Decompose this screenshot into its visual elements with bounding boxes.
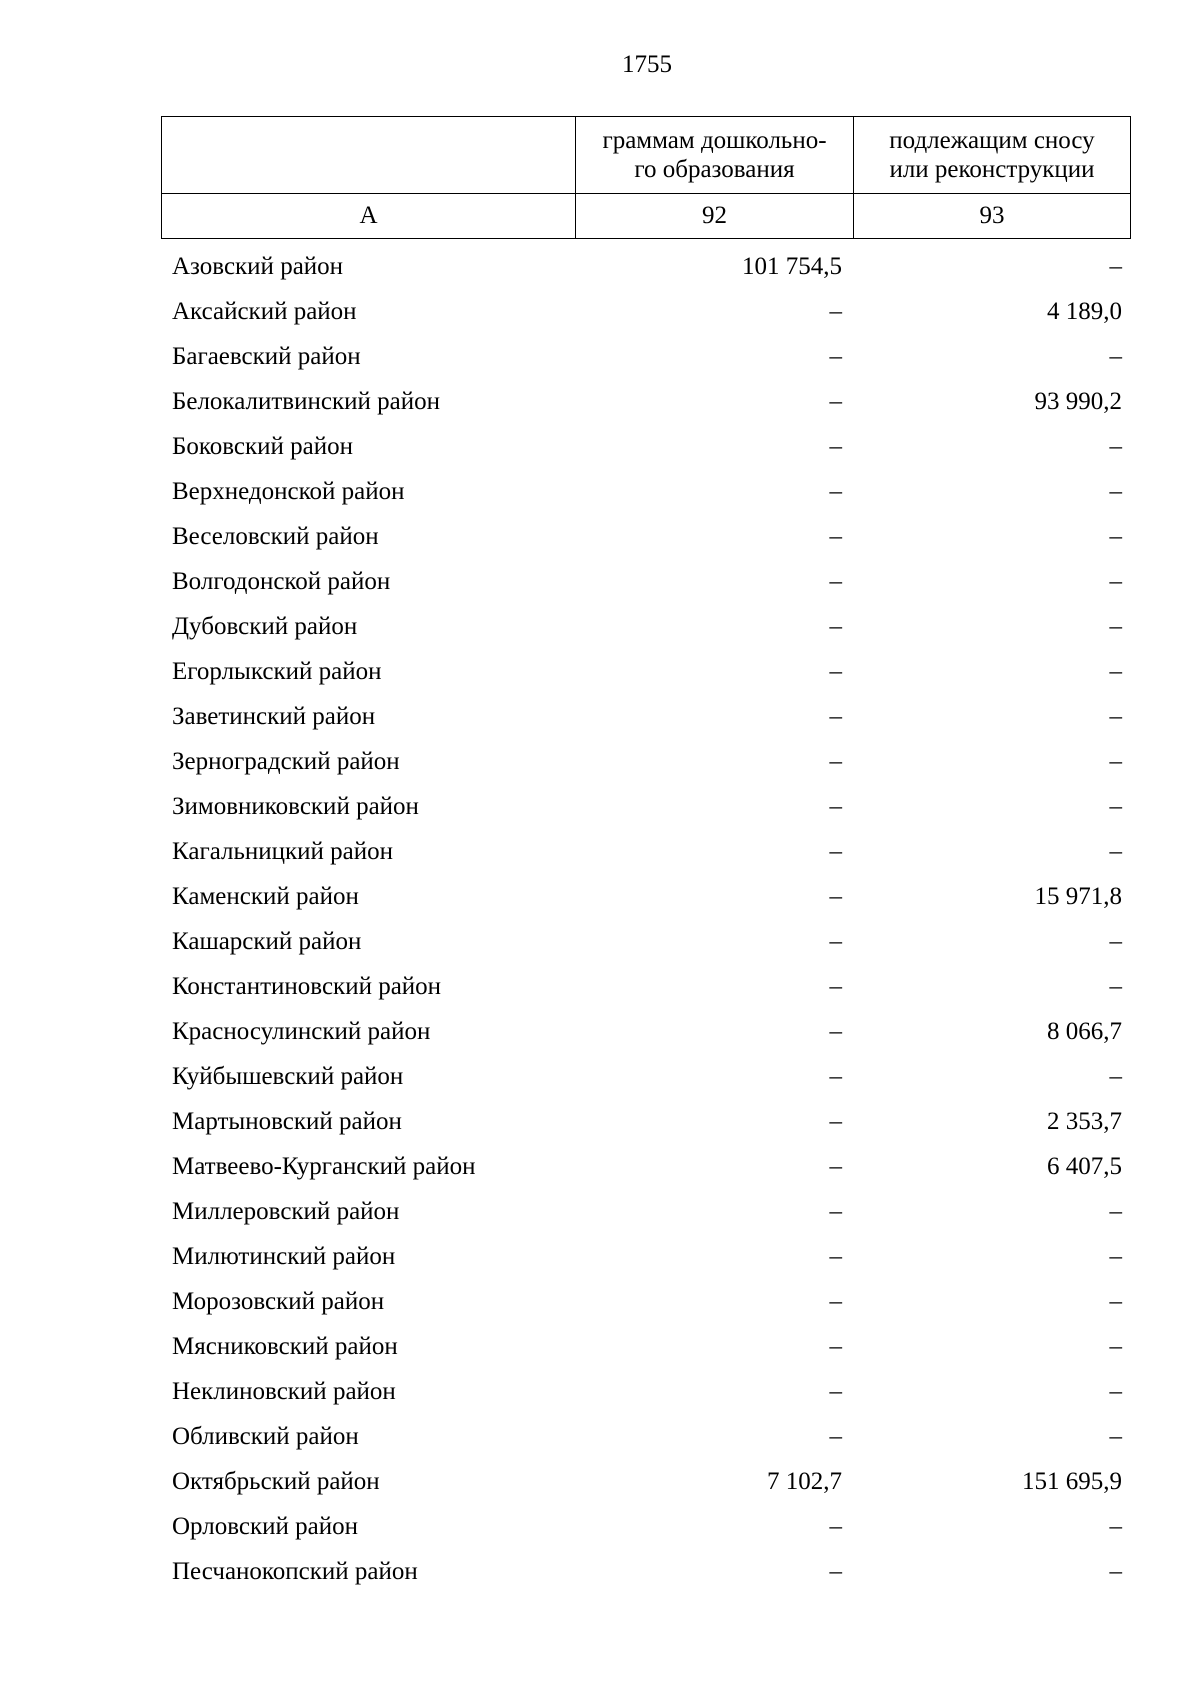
value-col-92: – <box>829 748 842 775</box>
table-row <box>0 559 1200 604</box>
value-col-92: – <box>829 703 842 730</box>
district-name: Красносулинский район <box>172 1018 431 1045</box>
value-col-92: – <box>829 343 842 370</box>
value-col-93: – <box>1109 253 1122 280</box>
header-93-line-1: подлежащим сносу <box>889 127 1095 154</box>
district-name: Морозовский район <box>172 1288 385 1315</box>
value-col-93: 4 189,0 <box>1047 298 1122 325</box>
value-col-92: – <box>829 1423 842 1450</box>
value-col-92: – <box>829 388 842 415</box>
district-name: Константиновский район <box>172 973 442 1000</box>
value-col-93: – <box>1109 343 1122 370</box>
district-name: Орловский район <box>172 1513 358 1540</box>
table-row <box>0 964 1200 1009</box>
header-92-line-1: граммам дошкольно- <box>602 127 827 154</box>
table-row <box>0 1369 1200 1414</box>
header-cell-a <box>162 117 576 194</box>
district-name: Егорлыкский район <box>172 658 382 685</box>
value-col-93: – <box>1109 703 1122 730</box>
value-col-93: – <box>1109 1243 1122 1270</box>
district-name: Куйбышевский район <box>172 1063 404 1090</box>
value-col-93: – <box>1109 838 1122 865</box>
value-col-92: – <box>829 478 842 505</box>
table-row <box>0 424 1200 469</box>
header-cell-92 <box>576 117 854 194</box>
column-number-a: А <box>162 194 576 239</box>
table-row <box>0 919 1200 964</box>
table-row <box>0 1414 1200 1459</box>
value-col-92: – <box>829 1513 842 1540</box>
table-row <box>0 379 1200 424</box>
column-number-93: 93 <box>854 194 1131 239</box>
value-col-93: 15 971,8 <box>1034 883 1122 910</box>
header-93-line-2: или реконструкции <box>889 156 1095 183</box>
district-name: Кагальницкий район <box>172 838 394 865</box>
district-name: Мясниковский район <box>172 1333 398 1360</box>
table-row <box>0 874 1200 919</box>
district-name: Аксайский район <box>172 298 357 325</box>
district-name: Багаевский район <box>172 343 361 370</box>
table-header <box>161 116 1131 239</box>
value-col-93: – <box>1109 613 1122 640</box>
table-row <box>0 289 1200 334</box>
value-col-93: – <box>1109 568 1122 595</box>
table-row <box>0 514 1200 559</box>
value-col-92: – <box>829 298 842 325</box>
district-name: Белокалитвинский район <box>172 388 440 415</box>
value-col-93: 2 353,7 <box>1047 1108 1122 1135</box>
table-row <box>0 1099 1200 1144</box>
value-col-93: – <box>1109 928 1122 955</box>
district-name: Песчанокопский район <box>172 1558 418 1585</box>
value-col-92: – <box>829 1288 842 1315</box>
value-col-93: 151 695,9 <box>1022 1468 1122 1495</box>
district-name: Матвеево-Курганский район <box>172 1153 476 1180</box>
table-row <box>0 334 1200 379</box>
value-col-92: – <box>829 928 842 955</box>
district-name: Октябрьский район <box>172 1468 380 1495</box>
table-row <box>0 1549 1200 1594</box>
value-col-92: – <box>829 1378 842 1405</box>
value-col-93: 93 990,2 <box>1034 388 1122 415</box>
column-number-92: 92 <box>576 194 854 239</box>
value-col-92: – <box>829 793 842 820</box>
value-col-92: – <box>829 523 842 550</box>
value-col-92: – <box>829 1063 842 1090</box>
table-row <box>0 1504 1200 1549</box>
table-row <box>0 739 1200 784</box>
value-col-92: – <box>829 973 842 1000</box>
value-col-93: 8 066,7 <box>1047 1018 1122 1045</box>
district-name: Дубовский район <box>172 613 358 640</box>
value-col-93: – <box>1109 523 1122 550</box>
page-number: 1755 <box>622 51 672 78</box>
value-col-92: – <box>829 433 842 460</box>
district-name: Каменский район <box>172 883 359 910</box>
table-row <box>0 1459 1200 1504</box>
value-col-92: 101 754,5 <box>742 253 842 280</box>
district-name: Боковский район <box>172 433 353 460</box>
value-col-92: – <box>829 568 842 595</box>
value-col-93: – <box>1109 1288 1122 1315</box>
value-col-93: – <box>1109 658 1122 685</box>
district-name: Веселовский район <box>172 523 379 550</box>
value-col-92: – <box>829 1018 842 1045</box>
district-name: Заветинский район <box>172 703 376 730</box>
district-name: Мартыновский район <box>172 1108 402 1135</box>
district-name: Милютинский район <box>172 1243 396 1270</box>
district-name: Зерноградский район <box>172 748 400 775</box>
value-col-92: – <box>829 883 842 910</box>
table-row <box>0 1009 1200 1054</box>
table-row <box>0 649 1200 694</box>
table-row <box>0 244 1200 289</box>
value-col-93: – <box>1109 1198 1122 1225</box>
value-col-92: – <box>829 1108 842 1135</box>
value-col-93: – <box>1109 478 1122 505</box>
value-col-93: – <box>1109 1558 1122 1585</box>
district-name: Волгодонской район <box>172 568 391 595</box>
table-row <box>0 469 1200 514</box>
value-col-93: – <box>1109 433 1122 460</box>
value-col-93: – <box>1109 793 1122 820</box>
value-col-93: – <box>1109 1063 1122 1090</box>
table-body <box>0 244 1200 1594</box>
value-col-92: – <box>829 1153 842 1180</box>
column-number-row <box>162 194 1131 239</box>
value-col-93: 6 407,5 <box>1047 1153 1122 1180</box>
district-name: Кашарский район <box>172 928 362 955</box>
table-row <box>0 1279 1200 1324</box>
table-row <box>0 1234 1200 1279</box>
header-92-line-2: го образования <box>634 156 795 183</box>
value-col-93: – <box>1109 1378 1122 1405</box>
table-row <box>0 1054 1200 1099</box>
value-col-93: – <box>1109 973 1122 1000</box>
table-row <box>0 1324 1200 1369</box>
district-name: Зимовниковский район <box>172 793 419 820</box>
value-col-92: – <box>829 838 842 865</box>
value-col-92: – <box>829 1243 842 1270</box>
district-name: Обливский район <box>172 1423 359 1450</box>
value-col-93: – <box>1109 1333 1122 1360</box>
district-name: Миллеровский район <box>172 1198 400 1225</box>
value-col-92: 7 102,7 <box>767 1468 842 1495</box>
district-name: Неклиновский район <box>172 1378 396 1405</box>
value-col-92: – <box>829 658 842 685</box>
table-row <box>0 1144 1200 1189</box>
header-cell-93 <box>854 117 1131 194</box>
value-col-92: – <box>829 1333 842 1360</box>
table-row <box>0 604 1200 649</box>
table-row <box>0 784 1200 829</box>
value-col-93: – <box>1109 1513 1122 1540</box>
value-col-93: – <box>1109 1423 1122 1450</box>
table-row <box>0 829 1200 874</box>
value-col-92: – <box>829 613 842 640</box>
table-row <box>0 1189 1200 1234</box>
value-col-92: – <box>829 1198 842 1225</box>
table-row <box>0 694 1200 739</box>
value-col-92: – <box>829 1558 842 1585</box>
district-name: Верхнедонской район <box>172 478 405 505</box>
value-col-93: – <box>1109 748 1122 775</box>
header-caption-row <box>162 117 1131 194</box>
district-name: Азовский район <box>172 253 344 280</box>
